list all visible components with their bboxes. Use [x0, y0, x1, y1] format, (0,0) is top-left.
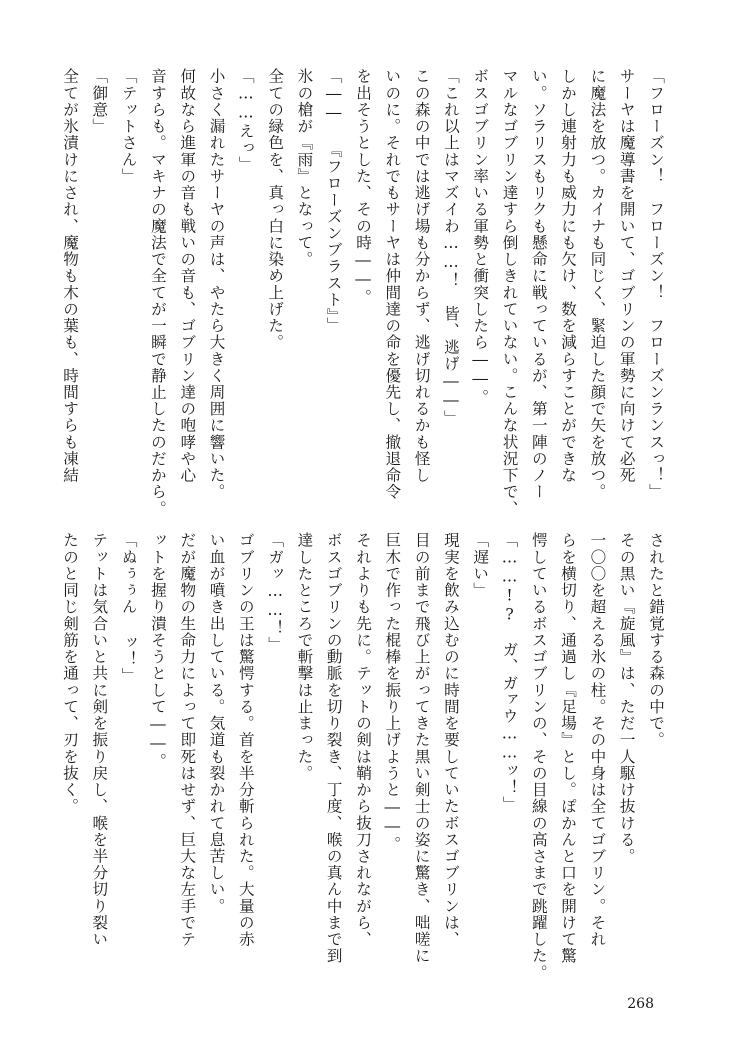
upper-text-line: マルなゴブリン達すら倒しきれていない。こんな状況下で、 [500, 68, 519, 517]
upper-text-line: に魔法を放つ。カイナも同じく、緊迫した顔で矢を放つ。 [588, 68, 607, 501]
upper-text-line: いのに。それでもサーヤは仲間達の命を優先し、撤退命令 [383, 68, 402, 501]
upper-text-line: ボスゴブリン率いる軍勢と衝突したら――。 [471, 68, 490, 406]
upper-text-line: 「御意」 [90, 68, 109, 135]
lower-text-line: 愕しているボスゴブリンの、その目線の高さまで跳躍した。 [529, 532, 548, 981]
upper-text-line: 「これ以上はマズイわ……！ 皆、逃げ――」 [441, 68, 460, 427]
lower-text-line: 一〇〇を超える氷の柱。その中身は全てゴブリン。それ [588, 532, 607, 948]
upper-text-line: 「……えっ」 [236, 68, 255, 173]
upper-text-line: 「フローズン！ フローズン！ フローズンランスっ！」 [647, 68, 665, 501]
upper-text-line: 全ての緑色を、真っ白に染め上げた。 [266, 68, 285, 351]
upper-text-line: を出そうとした、その時――。 [354, 68, 373, 306]
lower-text-line: 「……!? ガ、ガァウ……ッ！」 [500, 532, 519, 813]
upper-text-line: 「―― 『フローズンブラスト』」 [324, 68, 343, 334]
lower-text-line: されたと錯覚する森の中で。 [647, 532, 665, 749]
upper-text-line: 氷の槍が『雨』となって。 [295, 68, 314, 268]
upper-text-line: い。ソラリスもリクも懸命に戦っているが、第一陣のノー [529, 68, 548, 501]
lower-text-line: 巨木で作った棍棒を振り上げようと――。 [383, 532, 402, 853]
lower-text-line: 「遅い」 [471, 532, 490, 599]
lower-text-line: 目の前まで飛び上がってきた黒い剣士の姿に驚き、咄嗟に [412, 532, 431, 965]
lower-text-line: だが魔物の生命力によって即死はせず、巨大な左手でテ [178, 532, 197, 948]
lower-text-line: たのと同じ剣筋を通って、刃を抜く。 [61, 532, 80, 815]
upper-text-line: しかし連射力も威力にも欠け、数を減らすことができな [559, 68, 578, 484]
lower-text-line: ボスゴブリンの動脈を切り裂き、丁度、喉の真ん中まで到 [324, 532, 343, 965]
upper-text-line: 何故なら進軍の音も戦いの音も、ゴブリン達の咆哮や心 [178, 68, 197, 484]
lower-text-line: ゴブリンの王は驚愕する。首を半分斬られた。大量の赤 [236, 532, 255, 948]
lower-text-line: 達したところで斬撃は止まった。 [295, 532, 314, 782]
text-block-lower [61, 532, 670, 981]
upper-text-line: 小さく漏れたサーヤの声は、やたら大きく周囲に響いた。 [207, 68, 226, 501]
lower-text-line: い血が噴き出している。気道も裂かれて息苦しい。 [207, 532, 226, 915]
page-number: 268 [627, 996, 654, 1012]
upper-text-line: 音すらも。マキナの魔法で全てが一瞬で静止したのだから。 [148, 68, 167, 517]
upper-text-line: 「テットさん」 [119, 68, 138, 185]
upper-text-line: この森の中では逃げ場も分からず、逃げ切れるかも怪し [412, 68, 431, 484]
upper-text-line: 全てが氷漬けにされ、魔物も木の葉も、時間すらも凍結 [61, 68, 80, 484]
lower-text-line: 現実を飲み込むのに時間を要していたボスゴブリンは、 [441, 532, 460, 948]
lower-text-line: 「ぬぅぅん ッ！」 [119, 532, 138, 684]
text-block-upper [61, 68, 670, 517]
lower-text-line: その黒い『旋風』は、ただ一人駆け抜ける。 [617, 532, 636, 865]
lower-text-line: 「ガッ……！」 [266, 532, 285, 654]
lower-text-line: らを横切り、通過し『足場』とし。ぽかんと口を開けて驚 [559, 532, 578, 965]
upper-text-line: サーヤは魔導書を開いて、ゴブリンの軍勢に向けて必死 [617, 68, 636, 484]
lower-text-line: ットを握り潰そうとして――。 [148, 532, 167, 770]
lower-text-line: それよりも先に。テットの剣は鞘から抜刀されながら、 [354, 532, 373, 948]
lower-text-line: テットは気合いと共に剣を振り戻し、喉を半分切り裂い [90, 532, 109, 948]
